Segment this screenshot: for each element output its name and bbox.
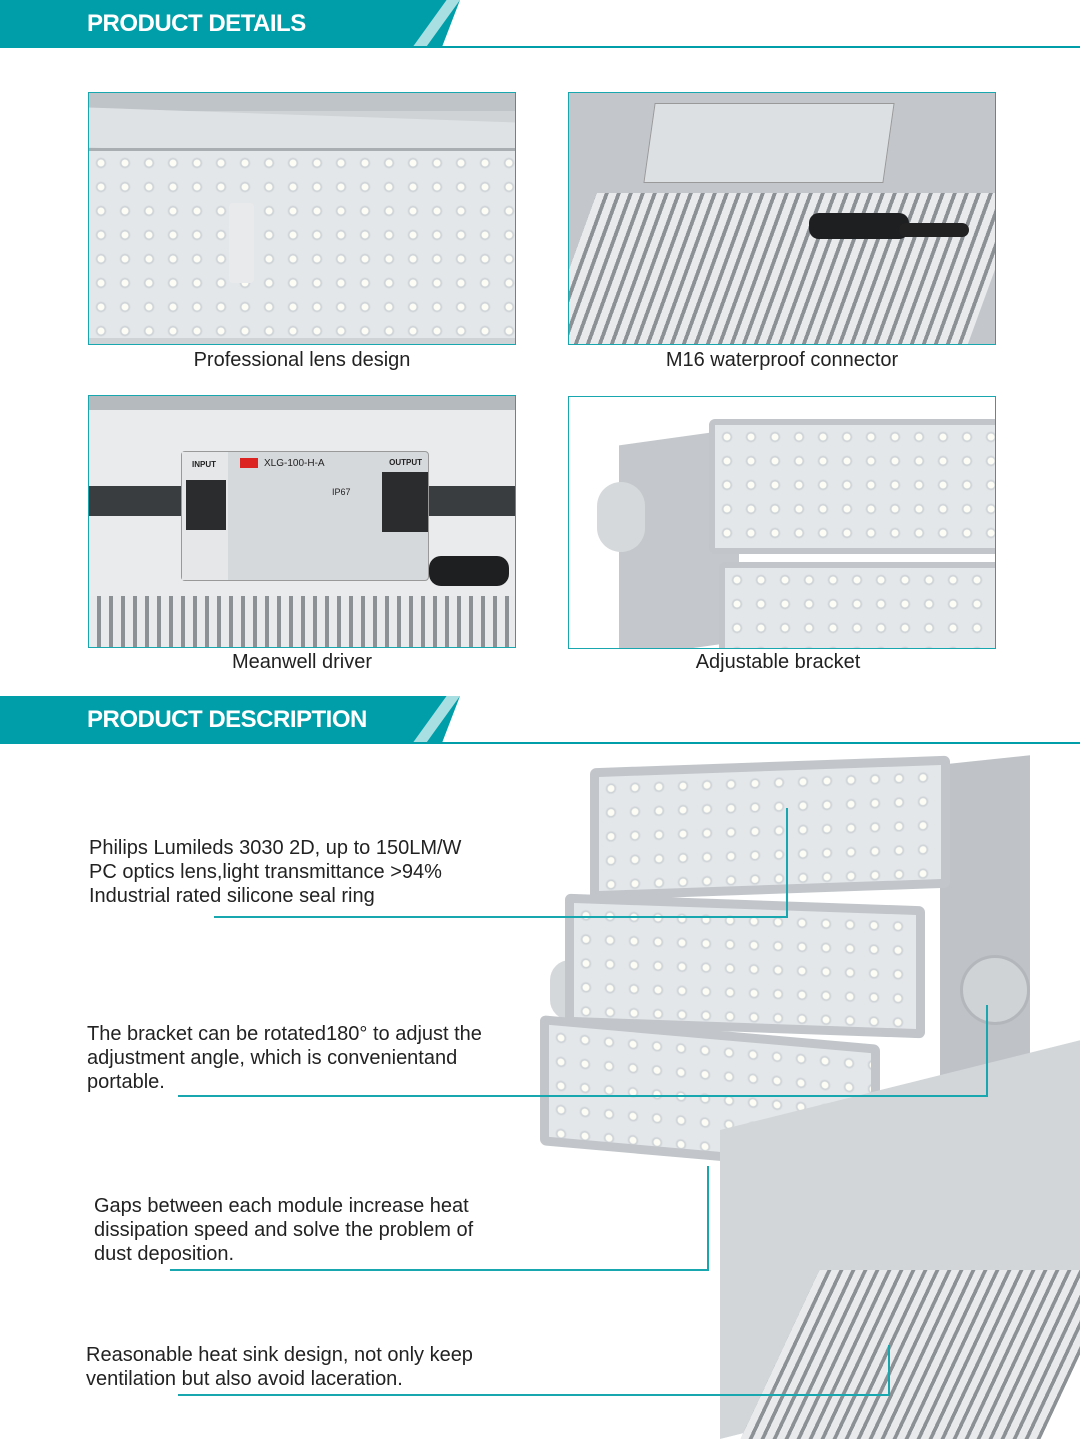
driver-ip-label: IP67 (332, 487, 351, 497)
feature-gaps (94, 1194, 473, 1266)
feature-line: Gaps between each module increase heat (94, 1195, 469, 1217)
driver-photo (88, 395, 516, 648)
feature-line: portable. (87, 1071, 165, 1093)
connector-photo (568, 92, 996, 345)
caption-lens: Professional lens design (193, 349, 411, 371)
driver-output-label: OUTPUT (389, 458, 422, 467)
caption-connector: M16 waterproof connector (665, 349, 899, 371)
feature-line: Industrial rated silicone seal ring (89, 885, 375, 907)
caption-driver: Meanwell driver (231, 651, 373, 673)
section-header-description (0, 696, 1080, 746)
feature-line: The bracket can be rotated180° to adjust the (87, 1023, 482, 1045)
driver-model-label: XLG-100-H-A (264, 458, 325, 469)
section-header-details (0, 0, 1080, 50)
feature-lens (89, 836, 461, 908)
section-title: PRODUCT DESCRIPTION (87, 706, 367, 733)
leader-line (786, 808, 788, 918)
feature-line: adjustment angle, which is convenientand (87, 1047, 458, 1069)
feature-bracket (87, 1022, 482, 1094)
driver-input-label: INPUT (192, 460, 216, 469)
leader-line (888, 1345, 890, 1396)
leader-line (707, 1166, 709, 1271)
section-title: PRODUCT DETAILS (87, 10, 306, 37)
bracket-photo (568, 396, 996, 649)
lens-photo (88, 92, 516, 345)
feature-line: ventilation but also avoid laceration. (86, 1368, 403, 1390)
leader-line (986, 1005, 988, 1097)
leader-line (170, 1269, 709, 1271)
feature-line: Reasonable heat sink design, not only keep (86, 1344, 473, 1366)
feature-heatsink (86, 1343, 473, 1391)
leader-line (178, 1394, 890, 1396)
feature-line: PC optics lens,light transmittance >94% (89, 861, 442, 883)
leader-line (214, 916, 787, 918)
feature-line: Philips Lumileds 3030 2D, up to 150LM/W (89, 837, 462, 859)
feature-line: dissipation speed and solve the problem of (94, 1219, 474, 1241)
caption-bracket: Adjustable bracket (695, 651, 861, 673)
feature-line: dust deposition. (94, 1243, 235, 1265)
leader-line (178, 1095, 988, 1097)
